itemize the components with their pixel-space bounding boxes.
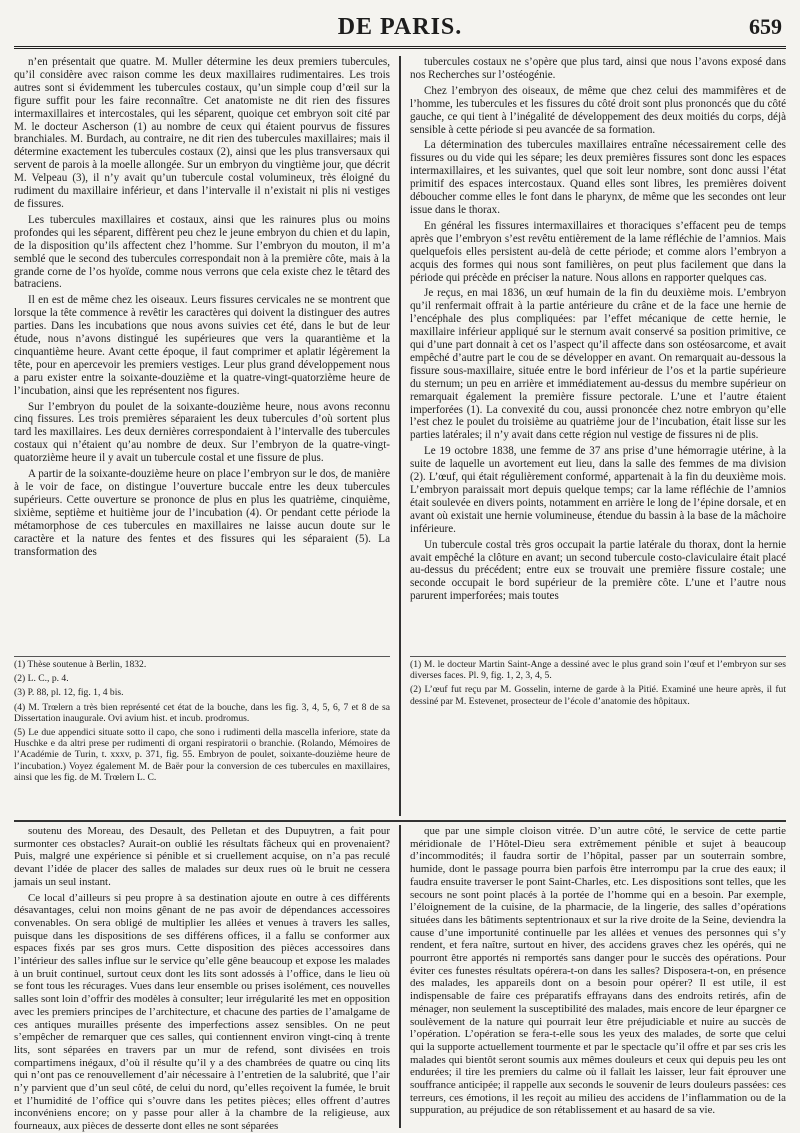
lower-left-column: [14, 825, 390, 1133]
paragraph: Les tubercules maxillaires et costaux, ainsi que les rainures plus ou moins profondes qui les séparent, diffèrent peu chez le jeune embryon du chien et du lapin, de la disposition qu’ils affectent chez l’homme. Sur l’embryon du mouton, il m’a semblé que le second des tubercules correspondait non à la première côte, mais à la grande corne de l’os hyoïde, comme nous verrons que cela existe chez le têtard des batraciens.: [14, 213, 390, 291]
paragraph: tubercules costaux ne s’opère que plus tard, ainsi que nous l’avons exposé dans nos Recherches sur l’ostéogénie.: [410, 56, 786, 81]
paragraph: que par une simple cloison vitrée. D’un autre côté, le service de cette partie méridionale de l’Hôtel-Dieu sera extrêmement pénible et sujet à beaucoup d’incommodités; il faudra sortir de l’hôpital, passer par un souterrain sombre, humide, dont le passage pourra bien parfois être interrompu par la crue des eaux; il faudra ensuite traverser le pont Saint-Charles, etc. Les dispositions sont telles, que les secours ne sont point placés à la portée de l’homme qui en a besoin. Par exemple, l’éloignement de la cuisine, de la pharmacie, de la lingerie, des salles d’opérations situées dans les bâtiments septentrionaux et sur la rive droite de la Seine, deviendra la cause d’une importunité continuelle par les allées et venues des personnes qui s’y rendent, et fera naître, surtout en hiver, des accidens graves chez les opérés, qui ne pourront être apportés ni remportés sans danger pour le succès des opérations. Pour éviter ces funestes résultats opérera-t-on dans les salles? Disposera-t-on, en présence des malades, les appareils dont on a besoin pour opérer? Il est utile, il est indispensable de faire ces préparatifs effrayans dans des endroits retirés, afin de ménager, non seulement la susceptibilité des malades, mais encore de leur épargner ce soulèvement de la nature qui pourrait leur être préjudiciable et nuire au succès de l’opération. L’opération se fera-t-elle sous les yeux des malades, de sorte que celui qui la supporte actuellement tourmente et par le spectacle qu’il offre et par ses cris les malades qui bientôt seront soumis aux mêmes douleurs et ceux qui depuis peu les ont endurées; il tire les premiers du calme où il fallait les laisser, leur fait éprouver une souffrance anticipée; il rappelle aux seconds le souvenir de leurs douleurs passées: ces terreurs, ces émotions, il les reçoit au milieu des accidens de l’inflammation ou de la suppuration, au préjudice de son rétablissement et au hasard de sa vie.: [410, 825, 786, 1117]
footnote: (2) L’œuf fut reçu par M. Gosselin, interne de garde à la Pitié. Examiné une heure après, il fut dessiné par M. Estevenet, prosecteur de l’école d’anatomie des hôpitaux.: [410, 684, 786, 707]
page-header: [14, 8, 786, 49]
paragraph: n’en présentait que quatre. M. Muller détermine les deux premiers tubercules, qu’il considère avec raison comme les deux maxillaires rudimentaires. Les trois autres sont si évidemment les tubercules costaux, qu’un simple coup d’œil sur la figure suffit pour les faire reconnaître. Cet anatomiste ne dit rien des fissures intermaxillaires et intercostales, qui les séparent, quoique cet embryon soit cité par M. le docteur Ascherson (1) au nombre de ceux qui étaient pourvus de fissures branchiales. M. Burdach, au contraire, ne dit rien des tubercules maxillaires; mais il détermine exactement les tubercules costaux (2), ainsi que les plus transversaux qui servent de parois à la moelle allongée. Sur un embryon du vingtième jour, que décrit M. Velpeau (3), il n’y avait qu’un tubercule costal volumineux, très éloigné du rudiment du maxillaire inférieur, et dans l’intervalle il n’existait ni plis ni vestiges de fissures.: [14, 56, 390, 210]
paragraph: Le 19 octobre 1838, une femme de 37 ans prise d’une hémorragie utérine, à la suite de laquelle un avortement eut lieu, dans la salle des femmes de ma division (2). L’œuf, qui était régulièrement conformé, appartenait à la fin du deuxième mois. L’embryon paraissait mort depuis quelque temps; car la lame réfléchie de l’amnios était soulevée en divers points, notamment en arrière le long de l’épine dorsale, et en avant où existait une hernie volumineuse, étendue du bassin à la base de la mâchoire inférieure.: [410, 445, 786, 535]
footnote: (4) M. Trœlern a très bien représenté cet état de la bouche, dans les fig. 3, 4, 5, 6, 7 et 8 de sa Dissertation inaugurale. Ovi avium hist. et incub. prodromus.: [14, 701, 390, 724]
upper-right-column: [410, 56, 786, 656]
running-title: DE PARIS.: [337, 14, 463, 40]
paragraph: La détermination des tubercules maxillaires entraîne nécessairement celle des fissures ou du vide qui les sépare; les deux premières fissures sont donc les espaces intermaxillaires, et les suivantes, quel que soit leur nombre, sont donc aussi l’état primitif des espaces intercostaux. Quand elles sont libres, les premières doivent déboucher comme elles le font dans le pharynx, de même que les secondes ont leur issue dans le thorax.: [410, 139, 786, 216]
footnote: (1) M. le docteur Martin Saint-Ange a dessiné avec le plus grand soin l’œuf et l’embryon sur ses diverses faces. Pl. 9, fig. 1, 2, 3, 4, 5.: [410, 659, 786, 682]
footnote: (1) Thèse soutenue à Berlin, 1832.: [14, 659, 147, 670]
footnote: (5) Le due appendici situate sotto il capo, che sono i rudimenti della mascella inferiore, state da Huschke e da altri prese per rudimenti di organi respiratorii o branchie. (Rolando, Mémoires de l’Académie de Turin, t. xxxv, p. 371, fig. 55. Embryon de poulet, soixante-douzième heure de l’incubation.) Voyez également M. de Baër pour la conversion de ces tubercules en maxillaires, ainsi que les fig. de M. Trœlern L. C.: [14, 727, 390, 783]
paragraph: Ce local d’ailleurs si peu propre à sa destination ajoute en outre à ces différents désavantages, celui non moins gênant de ne pas avoir de dépendances accessoires convenables. On sera obligé de multiplier les allées et venues à travers les salles, puisque dans les dispositions de ses différens offices, il a fallu se conformer aux espaces fixés par ses gros murs. Cette disposition des pièces accessoires dans l’intérieur des salles influe sur le service qu’elle gêne beaucoup et expose les malades à un bruit continuel, surtout ceux dont les lits sont adossés à l’office, dans le lieu où se font tous les récurages. Vues dans leur ensemble ou prises isolément, ces nouvelles salles sont loin d’offrir des modèles à consulter; leur irrégularité les met en opposition avec les premiers principes de l’architecture, et chacune des parties de l’amalgame de ces antiques murailles présente des imperfections assez sensibles. On ne peut s’empêcher de remarquer que ces salles, qui contiennent environ vingt-cinq à trente lits, sont séparées en travers par un mur de refend, sont divisées en trois compartimens inégaux, d’où il résulte qu’il y a des chambrées de quatre ou cinq lits qui n’ont pas ce renouvellement d’air nécessaire à l’entretien de la salubrité, que l’air n’y parvient que d’un seul côté, de celui du nord, qu’elles reçoivent la fumée, le bruit et l’humidité de l’office qui s’ouvre dans les petites pièces; elles offrent d’autres inconvéniens encore; on y passe pour aller à la chambre de la religieuse, aux fourneaux, aux pièces de desserte dont elles ne sont séparées: [14, 891, 390, 1133]
footnotes-left: [14, 656, 390, 816]
footnotes-right: [410, 656, 786, 816]
paragraph: Je reçus, en mai 1836, un œuf humain de la fin du deuxième mois. L’embryon qu’il renfermait offrait à la partie antérieure du crâne et de la face une hernie de l’encéphale des plus compliquées: par l’effet mécanique de cette hernie, le maxillaire inférieur appliqué sur le sternum avait conservé sa position primitive, ce qui d’une part donnait à cet os l’aspect qu’il affecte dans son ostéosarcome, et avait empêché d’autre part le cou de se développer en avant. On remarquait au-dessous la fissure sous-maxillaire, située entre le bord inférieur de l’os et la partie supérieure du sternum; un peu en arrière et immédiatement au-dessus du membre supérieur on remarquait également la première fissure pectorale. L’une et l’autre étaient imperforées (1). La convexité du cou, aussi prononcée chez notre embryon qu’elle l’est chez le poulet du troisième au quatrième jour de l’incubation, était lisse sur les parties latérales; il n’y avait dans cette région nul vestige de fissures ni de plis.: [410, 287, 786, 442]
paragraph: Un tubercule costal très gros occupait la partie latérale du thorax, dont la hernie avait empêché la clôture en avant; un second tubercule costo-claviculaire était placé au-dessus du précédent; entre eux se trouvait une première fissure costale; une seconde occupait le bord supérieur de la première côte. L’une et l’autre nous parurent imperforées; mais toutes: [410, 538, 786, 603]
newspaper-page: [14, 8, 786, 1133]
column-rule: [399, 825, 401, 1128]
lower-columns: [14, 820, 786, 1133]
paragraph: En général les fissures intermaxillaires et thoraciques s’effacent peu de temps après que l’embryon s’est revêtu entièrement de la lame réfléchie de l’amnios. Mais quelquefois elles persistent au-delà de cette période; et comme alors l’embryon a acquis des formes qui nous sont familières, on peut plus facilement que dans la période qui précède en préciser la nature. Nous allons en rapporter quelques cas.: [410, 219, 786, 284]
upper-columns: [14, 56, 786, 656]
upper-left-column: [14, 56, 390, 656]
footnotes: [14, 656, 786, 816]
column-rule: [399, 656, 401, 816]
paragraph: A partir de la soixante-douzième heure on place l’embryon sur le dos, de manière à le voir de face, on distingue l’ouverture buccale entre les deux tubercules supérieurs. Cette ouverture se prononce de plus en plus les quatrième, cinquième, sixième, septième et huitième jour de l’incubation (4). Or pendant cette période la métamorphose de ces tubercules en maxillaires ne laisse aucun doute sur le caractère et la nature des fentes et des fissures qui les séparaient (5). La transformation des: [14, 468, 390, 558]
paragraph: Sur l’embryon du poulet de la soixante-douzième heure, nous avons reconnu cinq fissures. Les trois premières séparaient les deux tubercules d’où sortent plus tard les maxillaires. Les deux dernières correspondaient à l’intervalle des tubercules costaux qui n’étaient qu’au nombre de deux. Sur l’embryon de la quatre-vingt-quatorzième heure il y avait un tubercule costal et une fissure de plus.: [14, 400, 390, 465]
footnote: (2) L. C., p. 4.: [14, 673, 69, 685]
paragraph: Il en est de même chez les oiseaux. Leurs fissures cervicales ne se montrent que lorsque la tête commence à revêtir les caractères qui doivent la distinguer des autres parties. Dans les incubations que nous avons suivies cet été, dans le but de leur étude, nous n’avons distingué les supérieures que vers la quarantième et la cinquantième heure. Avant cette époque, il faut comprimer et aplatir légèrement la tête, pour en apercevoir les premiers vestiges. Leur plus grand développement nous a paru exister entre la soixante-douzième et la quatre-vingt-quatorzième heure de l’incubation, ainsi que les représentent nos figures.: [14, 294, 390, 397]
paragraph: soutenu des Moreau, des Desault, des Pelletan et des Dupuytren, a fait pour surmonter ces obstacles? Aurait-on oublié les résultats fâcheux qui en provenaient? Puis, malgré une expérience si pénible et si cruellement acquise, on n’a pas reculé devant l’idée de placer des salles de malades sur deux rues où le bruit ne cessera jamais un seul instant.: [14, 825, 390, 888]
paragraph: Chez l’embryon des oiseaux, de même que chez celui des mammifères et de l’homme, les tubercules et les fissures du côté droit sont plus prononcés que du côté gauche, ce qui tient à l’inégalité de développement des deux moitiés du corps, déjà sensible à cette période si peu avancée de sa formation.: [410, 84, 786, 136]
footnote: (3) P. 88, pl. 12, fig. 1, 4 bis.: [14, 687, 124, 699]
column-rule: [399, 56, 401, 656]
lower-right-column: [410, 825, 786, 1128]
page-number: 659: [749, 14, 782, 39]
